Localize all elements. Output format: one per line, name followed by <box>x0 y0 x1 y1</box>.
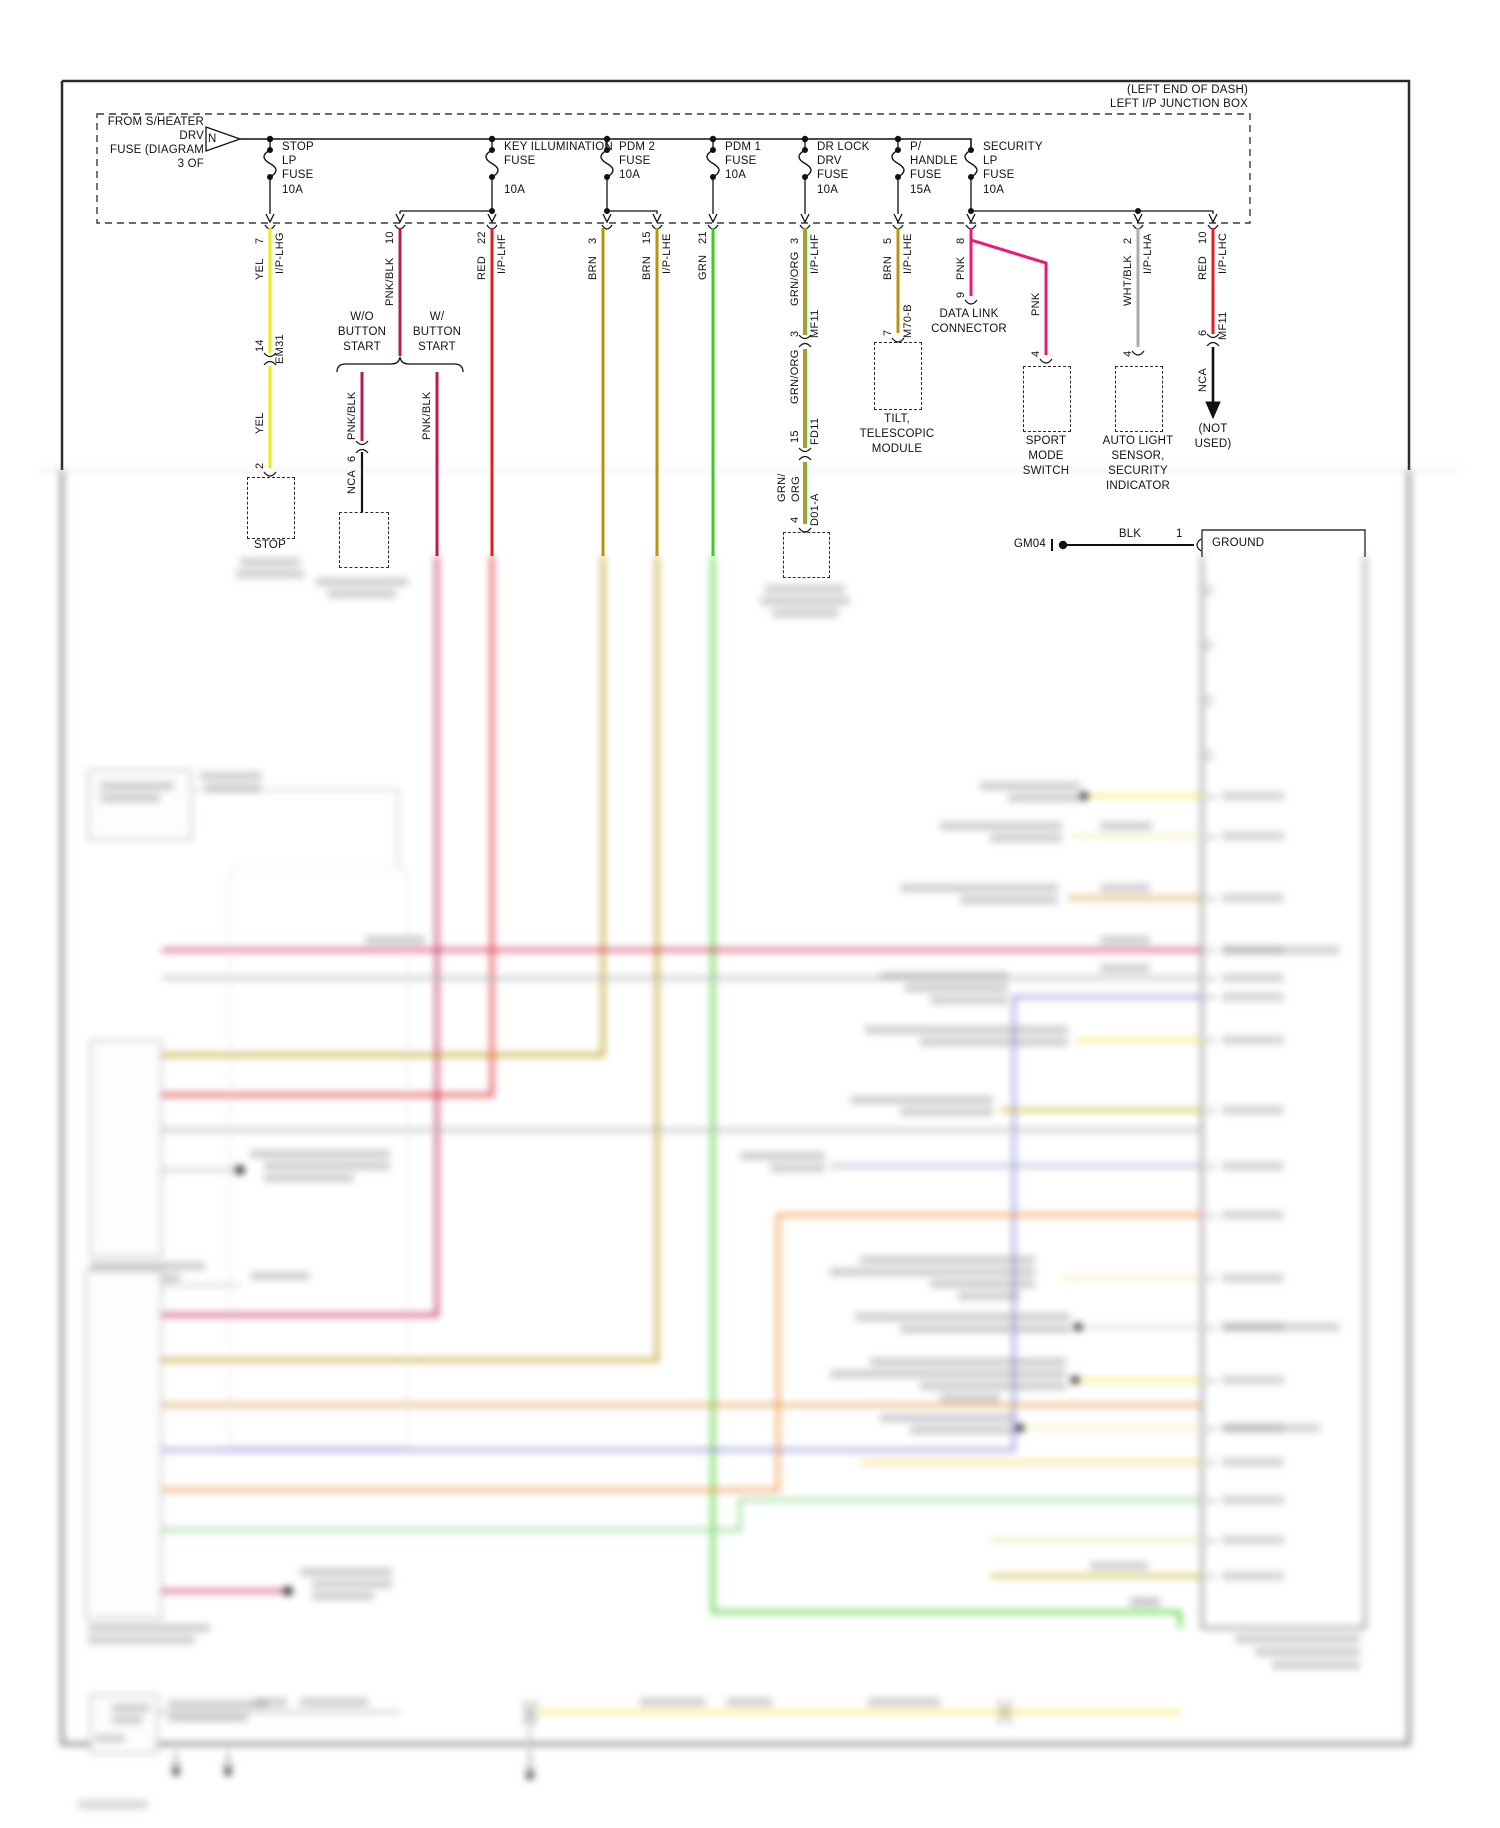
blurred-text-bar <box>1222 792 1284 800</box>
blurred-box-c <box>85 1270 162 1619</box>
fuse-name-line: STOP <box>282 141 314 153</box>
wo-button-start-label: BUTTON <box>337 326 387 338</box>
blurred-text-bar <box>1130 1598 1160 1606</box>
wire-connector-label: I/P-LHE <box>661 233 673 274</box>
fuse-amp-label: 10A <box>817 184 839 196</box>
wire-pin-label: 10 <box>1197 231 1209 244</box>
fuse-name-line: DR LOCK <box>817 141 870 153</box>
em31-connector-label: EM31 <box>274 334 286 364</box>
blurred-text-bar <box>920 1038 1068 1046</box>
junction-dot <box>1080 792 1088 800</box>
junction-box-title: LEFT I/P JUNCTION BOX <box>1110 98 1248 110</box>
wire-color-label: GRN/ORG <box>789 251 801 306</box>
fuse-name-line: FUSE <box>983 169 1015 181</box>
blurred-text-bar <box>168 1700 268 1708</box>
blurred-text-bar <box>960 896 1058 904</box>
m70b-connector-label: M70-B <box>902 304 914 338</box>
wire-color-label: BRN <box>587 255 599 280</box>
wire-connector-label: I/P-LHE <box>902 233 914 274</box>
blurred-text-bar <box>1222 1274 1284 1282</box>
blurred-text-bar <box>112 1716 142 1724</box>
blurred-text-bar <box>1205 695 1213 706</box>
fuse-amp-label: 10A <box>282 184 304 196</box>
source-feed-label-line: 3 OF <box>177 158 204 170</box>
blurred-text-bar <box>300 1568 392 1576</box>
pnkblk-left-color-label: PNK/BLK <box>346 391 358 440</box>
blurred-text-bar <box>830 1268 1035 1276</box>
wire-color-label: BRN <box>641 255 653 280</box>
blurred-text-bar <box>1206 897 1216 900</box>
blurred-text-bar <box>1206 996 1216 999</box>
blurred-colored-wire <box>713 556 1180 1628</box>
m70b-pin-label: 7 <box>882 329 894 336</box>
blurred-text-bar <box>940 822 1062 830</box>
blurred-text-bar <box>1100 936 1150 944</box>
wire-pin-label: 5 <box>882 237 894 244</box>
blurred-text-bar <box>1222 832 1284 840</box>
grnorg-low-color-line2: ORG <box>790 476 802 502</box>
auto-light-sensor-label: INDICATOR <box>1106 480 1170 492</box>
blurred-text-bar <box>850 1096 993 1104</box>
wire-connector-label: I/P-LHF <box>809 234 821 274</box>
nca-color-label: NCA <box>346 469 358 494</box>
blurred-text-bar <box>1206 795 1216 798</box>
dlc-pin-label: 9 <box>955 291 967 298</box>
junction-box-location-label: (LEFT END OF DASH) <box>1127 84 1248 96</box>
junction-dot <box>1071 1376 1079 1384</box>
blurred-ground-ring <box>527 1773 534 1780</box>
blurred-text-bar <box>930 996 1008 1004</box>
fuse-name-line: FUSE <box>282 169 314 181</box>
mf11-pin-label: 3 <box>789 330 801 337</box>
fuse-name-line: FUSE <box>504 155 536 167</box>
sport-mode-switch-label: SPORT <box>1025 435 1067 447</box>
ground-code-label: GM04 <box>1013 538 1046 550</box>
blurred-text-bar <box>78 1800 148 1809</box>
fuse-amp-label: 10A <box>619 169 641 181</box>
fuse-name-line: FUSE <box>725 155 757 167</box>
blurred-text-bar <box>236 570 304 578</box>
wire-pin-label: 3 <box>789 237 801 244</box>
blurred-text-bar <box>1206 1214 1216 1217</box>
fd11-connector-label: FD11 <box>809 417 821 445</box>
nca2-color-label: NCA <box>1197 367 1209 392</box>
sport-pin-label: 4 <box>1030 350 1042 357</box>
blurred-text-bar <box>88 1636 195 1644</box>
wire-color-label: RED <box>1197 255 1209 280</box>
blurred-text-bar <box>312 1592 374 1600</box>
blurred-text-bar <box>1222 894 1284 902</box>
fuse-name-line: LP <box>282 155 297 167</box>
blurred-text-bar <box>1222 1458 1284 1466</box>
blurred-text-bar <box>880 972 1008 980</box>
wire-connector-label: I/P-LHG <box>274 232 286 274</box>
blurred-text-bar <box>1206 1109 1216 1112</box>
blurred-text-bar <box>900 1325 1070 1333</box>
mf11-connector-label: MF11 <box>809 309 821 338</box>
tilt-module-label: MODULE <box>871 443 923 455</box>
blurred-text-bar <box>1206 1379 1216 1382</box>
blurred-text-bar <box>1222 1424 1320 1432</box>
blurred-text-bar <box>90 1262 205 1270</box>
blurred-text-bar <box>640 1698 706 1706</box>
blurred-text-bar <box>264 1162 390 1170</box>
fuse-name-line: KEY ILLUMINATION <box>504 141 613 153</box>
not-used-label: (NOT <box>1198 423 1228 435</box>
blurred-text-bar <box>1205 640 1213 651</box>
blurred-text-bar <box>100 794 160 802</box>
data-link-connector-label: DATA LINK <box>939 308 999 320</box>
blurred-ground-ring <box>173 1769 180 1776</box>
blurred-text-bar <box>1206 1539 1216 1542</box>
autolight-pin-label: 4 <box>1122 350 1134 357</box>
wire-pin-label: 2 <box>1122 237 1134 244</box>
nca-pin-label: 6 <box>346 455 358 462</box>
fuse-name-line: HANDLE <box>910 155 958 167</box>
blurred-text-bar <box>958 1292 1020 1300</box>
source-connector-letter: N <box>208 133 217 145</box>
ground-wire-color-label: BLK <box>1118 528 1142 540</box>
blurred-text-bar <box>770 1164 825 1172</box>
d01a-pin-label: 4 <box>789 516 801 523</box>
blurred-text-bar <box>760 597 850 605</box>
blurred-text-bar <box>870 1358 1066 1366</box>
blurred-text-bar <box>1206 977 1216 980</box>
blurred-text-bar <box>1206 1499 1216 1502</box>
auto-light-sensor-label: SENSOR, <box>1111 450 1165 462</box>
blurred-text-bar <box>88 1624 210 1632</box>
wire-color-label: BRN <box>882 255 894 280</box>
blurred-text-bar <box>100 782 174 790</box>
blurred-text-bar <box>1255 1648 1360 1656</box>
wire-color-label: PNK <box>955 256 967 280</box>
blurred-text-bar <box>1222 1536 1284 1544</box>
blurred-text-bar <box>1206 835 1216 838</box>
blurred-text-bar <box>1222 1572 1284 1580</box>
blurred-text-bar <box>1222 1162 1284 1170</box>
blurred-text-bar <box>1206 1039 1216 1042</box>
blurred-text-bar <box>855 1313 1070 1321</box>
pnkblk-right-color-label: PNK/BLK <box>421 391 433 440</box>
fuse-name-line: LP <box>983 155 998 167</box>
auto-light-sensor-label: SECURITY <box>1108 465 1168 477</box>
fuse-name-line: FUSE <box>910 169 942 181</box>
source-feed-label-line: FUSE (DIAGRAM <box>110 144 204 156</box>
fuse-name-line: FUSE <box>619 155 651 167</box>
wire-color-label: WHT/BLK <box>1122 255 1134 306</box>
blurred-text-bar <box>328 590 396 598</box>
blurred-text-bar <box>316 578 408 586</box>
yel-lower-color-label: YEL <box>254 412 266 434</box>
blurred-box-b <box>90 1040 162 1257</box>
fuse-name-line: P/ <box>910 141 922 153</box>
blurred-text-bar <box>860 1256 1035 1264</box>
wire-pin-label: 8 <box>955 237 967 244</box>
blurred-gray-wire <box>190 790 398 868</box>
blurred-text-bar <box>772 609 838 617</box>
blurred-text-bar <box>905 984 1008 992</box>
pnk-branch-color-label: PNK <box>1030 292 1042 316</box>
blurred-text-bar <box>40 469 1460 471</box>
blurred-text-bar <box>1272 1661 1360 1669</box>
wire-pin-label: 21 <box>697 231 709 244</box>
blurred-text-bar <box>1222 1323 1340 1331</box>
stop-lamp-label: STOP <box>254 539 286 551</box>
ground-pin-label: 1 <box>1176 528 1183 540</box>
blurred-text-bar <box>900 1108 993 1116</box>
blurred-text-bar <box>240 558 300 566</box>
blurred-text-bar <box>1206 1575 1216 1578</box>
mf11b-pin-label: 6 <box>1197 329 1209 336</box>
wire-pin-label: 7 <box>254 237 266 244</box>
blurred-text-bar <box>264 1174 354 1182</box>
blurred-text-bar <box>910 1426 1013 1434</box>
d01a-connector-label: D01-A <box>809 493 821 526</box>
auto-light-sensor-label: AUTO LIGHT <box>1102 435 1174 447</box>
blurred-text-bar <box>830 1370 1066 1378</box>
blurred-text-bar <box>930 1280 1035 1288</box>
wire-color-label: RED <box>476 255 488 280</box>
blurred-text-bar <box>1206 1277 1216 1280</box>
blurred-text-bar <box>1222 1211 1284 1219</box>
blurred-text-bar <box>920 1382 1066 1390</box>
w-button-start-label: BUTTON <box>412 326 462 338</box>
blurred-text-bar <box>168 1714 248 1722</box>
wire-connector-label: I/P-LHF <box>496 234 508 274</box>
wire-pin-label: 10 <box>384 231 396 244</box>
blurred-text-bar <box>1222 974 1284 982</box>
blurred-text-bar <box>1235 1635 1360 1643</box>
blurred-box-a <box>88 770 192 840</box>
fd11-pin-label: 15 <box>789 430 801 443</box>
mf11b-connector-label: MF11 <box>1217 311 1229 340</box>
source-feed-label-line: DRV <box>179 130 204 142</box>
blurred-text-bar <box>365 936 425 944</box>
wire-pin-label: 15 <box>641 231 653 244</box>
blurred-text-bar <box>880 1414 1013 1422</box>
blurred-text-bar <box>1205 585 1213 596</box>
blurred-colored-wire <box>160 1500 1202 1530</box>
fuse-name-line: FUSE <box>817 169 849 181</box>
wire-color-label: PNK/BLK <box>384 257 396 306</box>
data-link-connector-label: CONNECTOR <box>931 323 1007 335</box>
tilt-module-label: TILT, <box>884 413 910 425</box>
blurred-text-bar <box>250 1272 310 1280</box>
blurred-text-bar <box>200 772 262 780</box>
junction-dot <box>1016 1424 1024 1432</box>
blurred-text-bar <box>1206 1165 1216 1168</box>
blurred-text-bar <box>1206 1461 1216 1464</box>
blurred-text-bar <box>940 1394 1000 1402</box>
wire-connector-label: I/P-LHC <box>1217 232 1229 274</box>
w-button-start-label: W/ <box>429 311 445 323</box>
fuse-amp-label: 10A <box>983 184 1005 196</box>
blurred-text-bar <box>300 1698 368 1706</box>
blurred-ground-ring <box>225 1769 232 1776</box>
blurred-text-bar <box>1222 1036 1284 1044</box>
blurred-text-bar <box>990 834 1062 842</box>
wire-pin-label: 3 <box>587 237 599 244</box>
wire-color-label: YEL <box>254 258 266 280</box>
wire-color-label: GRN <box>697 254 709 280</box>
blurred-text-bar <box>1222 946 1340 954</box>
fuse-name-line: DRV <box>817 155 842 167</box>
sport-mode-switch-label: MODE <box>1028 450 1064 462</box>
blurred-text-bar <box>1222 1376 1284 1384</box>
grnorg-low-color-line1: GRN/ <box>776 473 788 502</box>
blurred-text-bar <box>726 1698 772 1706</box>
blurred-text-bar <box>1222 1106 1284 1114</box>
blurred-text-bar <box>868 1698 940 1706</box>
blurred-text-bar <box>1205 750 1213 761</box>
junction-dot <box>1074 1323 1082 1331</box>
blurred-text-bar <box>1100 884 1150 892</box>
fuse-name-line: PDM 2 <box>619 141 656 153</box>
blurred-text-bar <box>1222 993 1284 1001</box>
blurred-box-d <box>90 1694 158 1754</box>
wo-button-start-label: START <box>343 341 381 353</box>
blurred-text-bar <box>250 1150 390 1158</box>
not-used-label: USED) <box>1194 438 1232 450</box>
tilt-module-label: TELESCOPIC <box>859 428 935 440</box>
blurred-text-bar <box>1206 949 1216 952</box>
blurred-text-bar <box>1222 1496 1284 1504</box>
blurred-text-bar <box>1206 1427 1216 1430</box>
blurred-text-bar <box>865 1026 1068 1034</box>
blurred-text-bar <box>95 1735 125 1742</box>
blurred-text-bar <box>1090 1562 1148 1570</box>
blurred-text-bar <box>980 782 1080 790</box>
em31-pin-label: 14 <box>254 339 266 352</box>
ground-terminal-label: GROUND <box>1212 537 1265 549</box>
fuse-amp-label: 15A <box>910 184 932 196</box>
fuse-name-line: SECURITY <box>983 141 1043 153</box>
w-button-start-label: START <box>418 341 456 353</box>
source-feed-label-line: FROM S/HEATER <box>107 116 204 128</box>
blurred-text-bar <box>1008 794 1080 802</box>
fuse-amp-label: 10A <box>504 184 526 196</box>
blurred-text-bar <box>1100 822 1152 830</box>
wo-button-start-label: W/O <box>350 311 374 323</box>
blurred-text-bar <box>740 1152 825 1160</box>
sport-mode-switch-label: SWITCH <box>1022 465 1070 477</box>
blurred-text-bar <box>205 784 261 792</box>
grnorg-mid-color-label: GRN/ORG <box>789 349 801 404</box>
blurred-text-bar <box>1100 964 1150 972</box>
blurred-text-bar <box>1206 1326 1216 1329</box>
wire-pin-label: 22 <box>476 231 488 244</box>
wire-connector-label: I/P-LHA <box>1142 233 1154 274</box>
blurred-text-bar <box>765 585 845 593</box>
blurred-text-bar <box>112 1704 150 1712</box>
stop-pin-label: 2 <box>254 462 266 469</box>
blurred-text-bar <box>255 1698 287 1706</box>
fuse-amp-label: 10A <box>725 169 747 181</box>
cluster-box-blurred <box>1202 556 1365 1628</box>
fuse-name-line: PDM 1 <box>725 141 762 153</box>
blurred-text-bar <box>900 884 1058 892</box>
junction-dot <box>284 1587 293 1596</box>
blurred-text-bar <box>312 1580 392 1588</box>
